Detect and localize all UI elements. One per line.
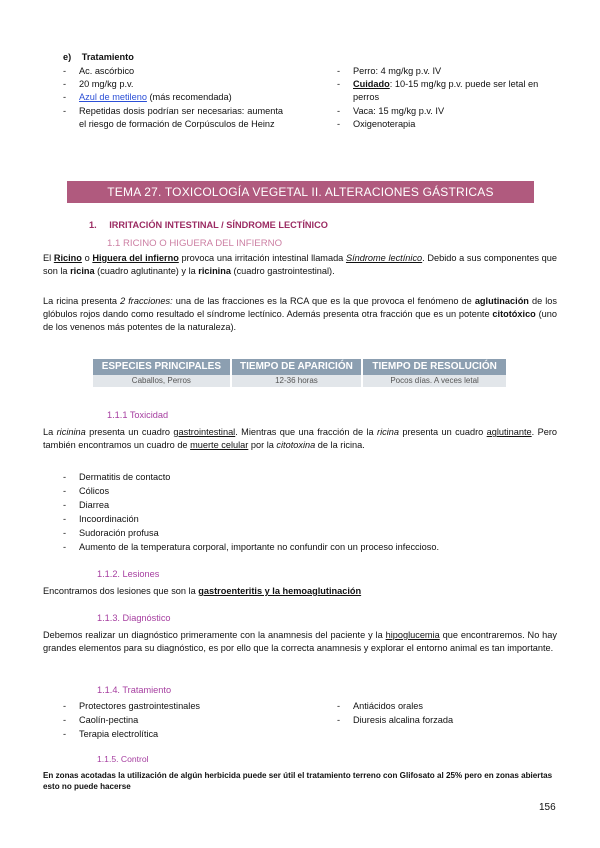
caution-label: Cuidado: [353, 79, 390, 89]
control-heading: 1.1.5. Control: [97, 754, 149, 764]
table-cell: Caballos, Perros: [93, 375, 231, 387]
table-header-cell: TIEMPO DE APARICIÓN: [231, 359, 362, 375]
table-header-cell: TIEMPO DE RESOLUCIÓN: [362, 359, 507, 375]
toxicidad-heading: 1.1.1 Toxicidad: [107, 410, 169, 420]
table-header-cell: ESPECIES PRINCIPALES: [93, 359, 231, 375]
treatment-heading: [63, 51, 134, 64]
list-item: - Diarrea: [63, 500, 110, 510]
list-item: - Perro: 4 mg/kg p.v. IV: [337, 66, 442, 76]
ricina-paragraph: La ricina presenta 2 fracciones: una de las fracciones es la RCA que es la que provoca el fenómeno de aglutinación de los glóbulos rojos dando como resultado el síndrome lectínico. Además presenta otra fracción que es un potente citotóxico (uno de los venenos más potentes de la naturaleza).: [43, 296, 557, 333]
lesiones-heading: 1.1.2. Lesiones: [97, 569, 160, 579]
table-cell: Pocos días. A veces letal: [362, 375, 507, 387]
table-row: [93, 375, 507, 387]
list-item: - Repetidas dosis podrían ser necesarias: aumenta el riesgo de formación de Corpúsculos de Heinz: [63, 106, 283, 130]
list-item: - 20 mg/kg p.v.: [63, 79, 134, 89]
list-item: - Ac. ascórbico: [63, 66, 135, 76]
list-item: - Aumento de la temperatura corporal, importante no confundir con un proceso infeccioso.: [63, 542, 440, 552]
chapter-banner: TEMA 27. TOXICOLOGÍA VEGETAL II. ALTERACIONES GÁSTRICAS: [67, 181, 534, 203]
list-item: - Vaca: 15 mg/kg p.v. IV: [337, 106, 445, 116]
list-item: - Azul de metileno (más recomendada): [63, 92, 232, 102]
list-item: - Protectores gastrointestinales: [63, 701, 201, 711]
list-item: - Oxigenoterapia: [337, 119, 416, 129]
toxicidad-paragraph: La ricinina presenta un cuadro gastrointestinal. Mientras que una fracción de la ricina presenta un cuadro aglutinante. Pero también encontramos un cuadro de muerte celular por la citotoxina de la ricina.: [43, 427, 558, 451]
list-item: - Sudoración profusa: [63, 528, 159, 538]
list-item: - Cólicos: [63, 486, 110, 496]
subsection-heading: 1.1 RICINO O HIGUERA DEL INFIERNO: [107, 238, 283, 249]
ricino-paragraph: El Ricino o Higuera del infierno provoca una irritación intestinal llamada Síndrome lectínico. Debido a sus componentes que son la ricina (cuadro aglutinante) y la ricinina (cuadro gastrointestinal).: [43, 253, 558, 277]
list-item: - Caolín-pectina: [63, 715, 139, 725]
page-number: 156: [539, 802, 556, 813]
list-item: - Dermatitis de contacto: [63, 472, 171, 482]
list-item: - Antiácidos orales: [337, 701, 423, 711]
control-paragraph: En zonas acotadas la utilización de algún herbicida puede ser útil el tratamiento terreno con Glifosato al 25% pero en zonas abiertas esto no puede hacerse: [43, 771, 553, 792]
section-heading: 1. IRRITACIÓN INTESTINAL / SÍNDROME LECTÍNICO: [89, 220, 328, 230]
list-item: - Incoordinación: [63, 514, 139, 524]
list-item: - Terapia electrolítica: [63, 729, 159, 739]
treatment-heading-text: Tratamiento: [81, 52, 134, 62]
table-cell: 12-36 horas: [231, 375, 362, 387]
diagnostico-paragraph: Debemos realizar un diagnóstico primeramente con la anamnesis del paciente y la hipoglucemia que encontraremos. No hay grandes elementos para su diagnóstico, es por ello que la correcta anamnesis y explorar el entorno animal es tan importante.: [43, 630, 557, 654]
lesiones-paragraph: Encontramos dos lesiones que son la gastroenteritis y la hemoaglutinación: [43, 586, 362, 596]
list-item: - Diuresis alcalina forzada: [337, 715, 454, 725]
table-header-row: [93, 359, 507, 375]
methylene-blue-text: Azul de metileno: [79, 92, 147, 102]
ricino-summary-table: [93, 359, 508, 387]
tratamiento-heading: 1.1.4. Tratamiento: [97, 685, 172, 695]
treatment-heading-letter: e): [63, 52, 72, 62]
diagnostico-heading: 1.1.3. Diagnóstico: [97, 613, 171, 623]
list-item: - Cuidado: 10-15 mg/kg p.v. puede ser letal en perros: [337, 79, 539, 103]
